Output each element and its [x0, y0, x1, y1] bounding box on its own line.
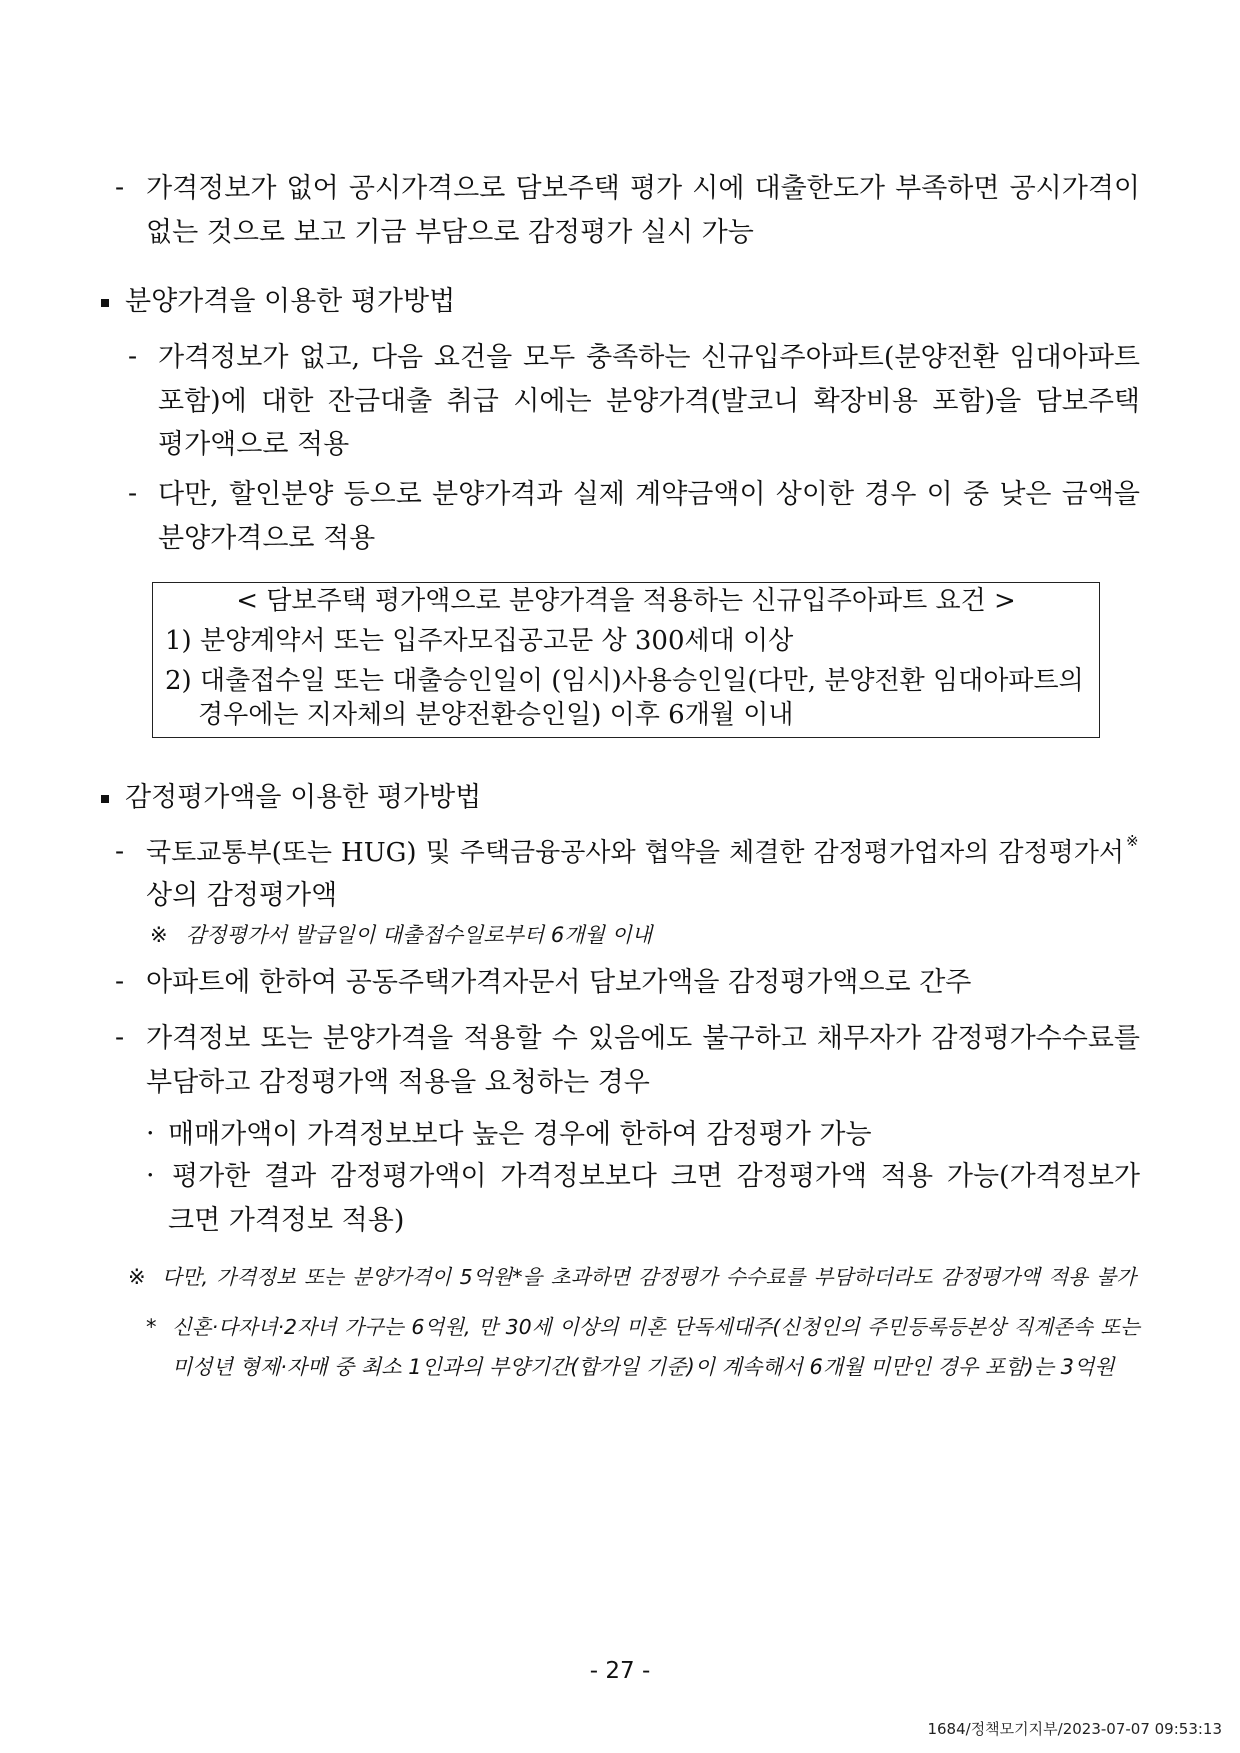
presale-item-line: 다만, 할인분양 등으로 분양가격과 실제 계약금액이 상이한 경우 이 중 낮은 금액을 — [158, 479, 1140, 510]
appraisal-footnote: 신혼·다자녀·2자녀 가구는 6억원, 만 30세 이상의 미혼 단독세대주(신청인의 주민등록등본상 직계존속 또는 — [172, 1315, 1140, 1339]
presale-item-line: 평가액으로 적용 — [158, 429, 350, 460]
dash-marker: - — [115, 172, 125, 203]
page-number: - 27 - — [589, 1658, 651, 1684]
intro-line: 없는 것으로 보고 기금 부담으로 감정평가 실시 가능 — [146, 217, 754, 248]
requirement-item: 1) 분양계약서 또는 입주자모집공고문 상 300세대 이상 — [165, 626, 794, 656]
reference-mark: ※ — [150, 923, 168, 947]
dash-marker: - — [128, 341, 138, 372]
appraisal-subitem: 크면 가격정보 적용) — [168, 1205, 405, 1236]
presale-item-line: 포함)에 대한 잔금대출 취급 시에는 분양가격(발코니 확장비용 포함)을 담보주택 — [158, 386, 1140, 417]
appraisal-item-line: 가격정보 또는 분양가격을 적용할 수 있음에도 불구하고 채무자가 감정평가수수료를 — [146, 1023, 1140, 1054]
section-heading-presale: 분양가격을 이용한 평가방법 — [125, 286, 456, 317]
appraisal-item-line: 부담하고 감정평가액 적용을 요청하는 경우 — [146, 1067, 650, 1098]
dash-marker: - — [128, 478, 138, 509]
square-bullet-icon — [101, 795, 109, 803]
dash-marker: - — [115, 836, 125, 867]
dot-marker: · — [146, 1160, 155, 1191]
appraisal-item-line: 상의 감정평가액 — [146, 880, 338, 911]
requirements-box-title: < 담보주택 평가액으로 분양가격을 적용하는 신규입주아파트 요건 > — [236, 586, 1016, 616]
intro-line: 가격정보가 없어 공시가격으로 담보주택 평가 시에 대출한도가 부족하면 공시가격이 — [146, 173, 1140, 204]
appraisal-item-line: 국토교통부(또는 HUG) 및 주택금융공사와 협약을 체결한 감정평가업자의 감정평가서 — [146, 838, 1124, 868]
appraisal-footnote: 미성년 형제·자매 중 최소 1인과의 부양기간(합가일 기준)이 계속해서 6개월 미만인 경우 포함)는 3억원 — [172, 1355, 1115, 1379]
appraisal-final-note: 다만, 가격정보 또는 분양가격이 5억원*을 초과하면 감정평가 수수료를 부담하더라도 감정평가액 적용 불가 — [162, 1265, 1136, 1289]
dot-marker: · — [146, 1118, 155, 1149]
appraisal-subitem: 평가한 결과 감정평가액이 가격정보보다 크면 감정평가액 적용 가능(가격정보가 — [172, 1161, 1140, 1192]
requirement-item: 경우에는 지자체의 분양전환승인일) 이후 6개월 이내 — [198, 700, 794, 730]
appraisal-note: 감정평가서 발급일이 대출접수일로부터 6개월 이내 — [186, 923, 653, 947]
requirements-box — [152, 582, 1100, 738]
reference-mark: ※ — [128, 1265, 146, 1289]
appraisal-subitem: 매매가액이 가격정보보다 높은 경우에 한하여 감정평가 가능 — [168, 1119, 872, 1150]
dash-marker: - — [115, 966, 125, 997]
section-heading-appraisal: 감정평가액을 이용한 평가방법 — [125, 782, 482, 813]
presale-item-line: 가격정보가 없고, 다음 요건을 모두 충족하는 신규입주아파트(분양전환 임대아파트 — [158, 342, 1140, 373]
reference-mark-superscript: ※ — [1126, 832, 1139, 850]
dash-marker: - — [115, 1022, 125, 1053]
asterisk-marker: * — [146, 1315, 157, 1339]
requirement-item: 2) 대출접수일 또는 대출승인일이 (임시)사용승인일(다만, 분양전환 임대아파트의 — [165, 666, 1084, 696]
appraisal-item-line: 아파트에 한하여 공동주택가격자문서 담보가액을 감정평가액으로 간주 — [146, 967, 972, 998]
square-bullet-icon — [101, 299, 109, 307]
presale-item-line: 분양가격으로 적용 — [158, 523, 376, 554]
footer-stamp: 1684/정책모기지부/2023-07-07 09:53:13 — [927, 1720, 1222, 1738]
